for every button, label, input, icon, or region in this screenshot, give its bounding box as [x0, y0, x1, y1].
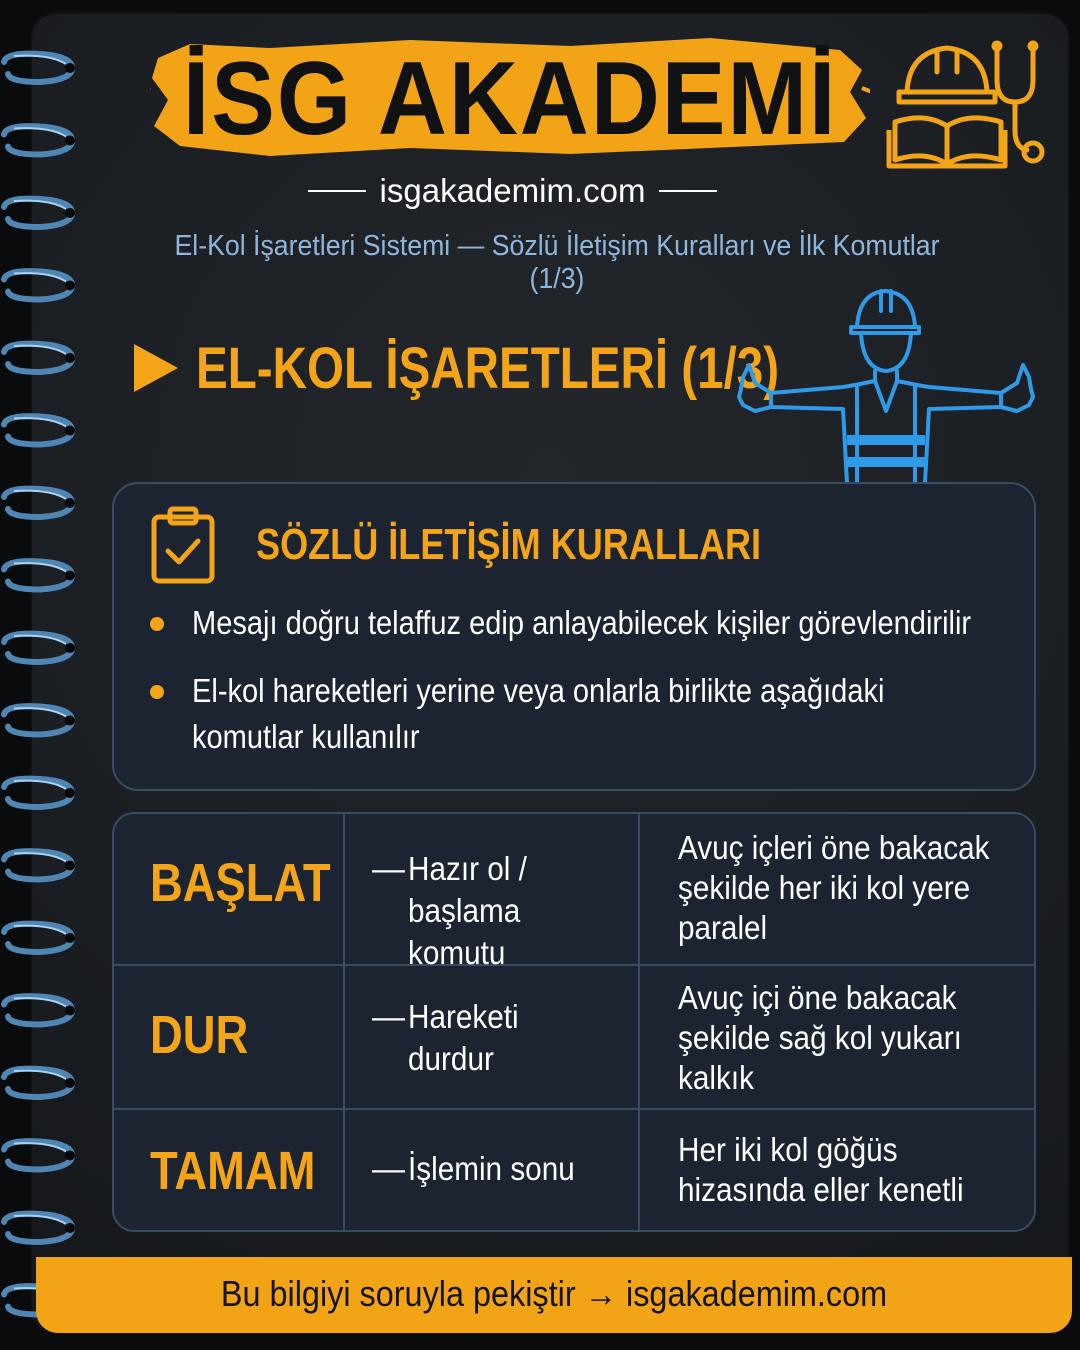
- command-meaning-text: İşlemin sonu: [408, 1150, 575, 1187]
- spiral-ring: [4, 54, 75, 82]
- spiral-ring: [4, 126, 75, 154]
- hard-hat-icon: [899, 48, 995, 102]
- spiral-ring: [4, 344, 75, 372]
- spiral-ring: [4, 561, 75, 589]
- spiral-ring: [4, 851, 75, 879]
- rules-title: SÖZLÜ İLETİŞİM KURALLARI: [256, 520, 762, 569]
- spiral-ring: [4, 634, 75, 662]
- command-description-text: Avuç içi öne bakacak şekilde sağ kol yukarı kalkık: [678, 979, 962, 1096]
- site-dash-right: [659, 190, 717, 192]
- command-name: BAŞLAT: [150, 853, 331, 913]
- table-divider: [343, 814, 345, 1230]
- command-meaning-text: Hareketi durdur: [408, 998, 519, 1077]
- section-heading-text: EL-KOL İŞARETLERİ (1/3): [196, 335, 780, 401]
- page-subtitle: El-Kol İşaretleri Sistemi — Sözlü İletişim Kuralları ve İlk Komutlar (1/3): [174, 230, 940, 295]
- dash-icon: —: [372, 998, 405, 1035]
- commands-table: [112, 812, 1036, 1232]
- bullet-dot: [150, 685, 164, 699]
- brand-title: İSG AKADEMİ: [182, 41, 838, 157]
- dash-icon: —: [372, 850, 405, 887]
- command-meaning-text: Hazır ol / başlama komutu: [408, 850, 527, 971]
- spiral-ring: [4, 706, 75, 734]
- command-description-text: Avuç içleri öne bakacak şekilde her iki kol yere paralel: [678, 829, 990, 946]
- command-description: [678, 828, 1008, 948]
- command-meaning: [372, 996, 608, 1080]
- command-description-text: Her iki kol göğüs hizasında eller kenetli: [678, 1131, 964, 1208]
- rule-item: [150, 668, 910, 760]
- brand-banner: [150, 30, 840, 160]
- bullet-dot: [150, 617, 164, 631]
- spiral-ring: [4, 779, 75, 807]
- spiral-binding: [0, 0, 90, 1350]
- command-name: TAMAM: [150, 1141, 316, 1201]
- site-url-line: [300, 172, 725, 210]
- spiral-ring: [4, 489, 75, 517]
- spiral-ring: [4, 996, 75, 1024]
- command-description: [678, 978, 1008, 1098]
- spiral-ring: [4, 199, 75, 227]
- clipboard-check-icon: [150, 505, 216, 585]
- footer-cta-link[interactable]: Bu bilgiyi soruyla pekiştir → isgakademim.com: [220, 1273, 888, 1314]
- spiral-ring: [4, 416, 75, 444]
- command-name: DUR: [150, 1005, 249, 1065]
- spiral-ring: [4, 271, 75, 299]
- worker-stop-gesture-icon: [735, 285, 1040, 485]
- play-triangle-icon: [134, 344, 178, 392]
- command-description: [678, 1130, 1008, 1210]
- spiral-ring: [4, 1141, 75, 1169]
- open-book-icon: [889, 118, 1005, 166]
- spiral-ring: [4, 1069, 75, 1097]
- rule-item-text: El-kol hareketleri yerine veya onlarla birlikte aşağıdaki komutlar kullanılır: [192, 672, 885, 755]
- dash-icon: —: [372, 1150, 405, 1187]
- spiral-ring: [4, 1214, 75, 1242]
- site-url[interactable]: isgakademim.com: [379, 172, 646, 209]
- rule-item: [150, 600, 990, 646]
- site-dash-left: [308, 190, 366, 192]
- command-meaning: [372, 848, 608, 974]
- command-meaning: [372, 1148, 648, 1190]
- header-icon-group: [885, 38, 1050, 170]
- rule-item-text: Mesajı doğru telaffuz edip anlayabilecek kişiler görevlendirilir: [192, 604, 972, 641]
- table-divider: [114, 1108, 1034, 1110]
- spiral-ring: [4, 924, 75, 952]
- footer-bar: [36, 1257, 1072, 1333]
